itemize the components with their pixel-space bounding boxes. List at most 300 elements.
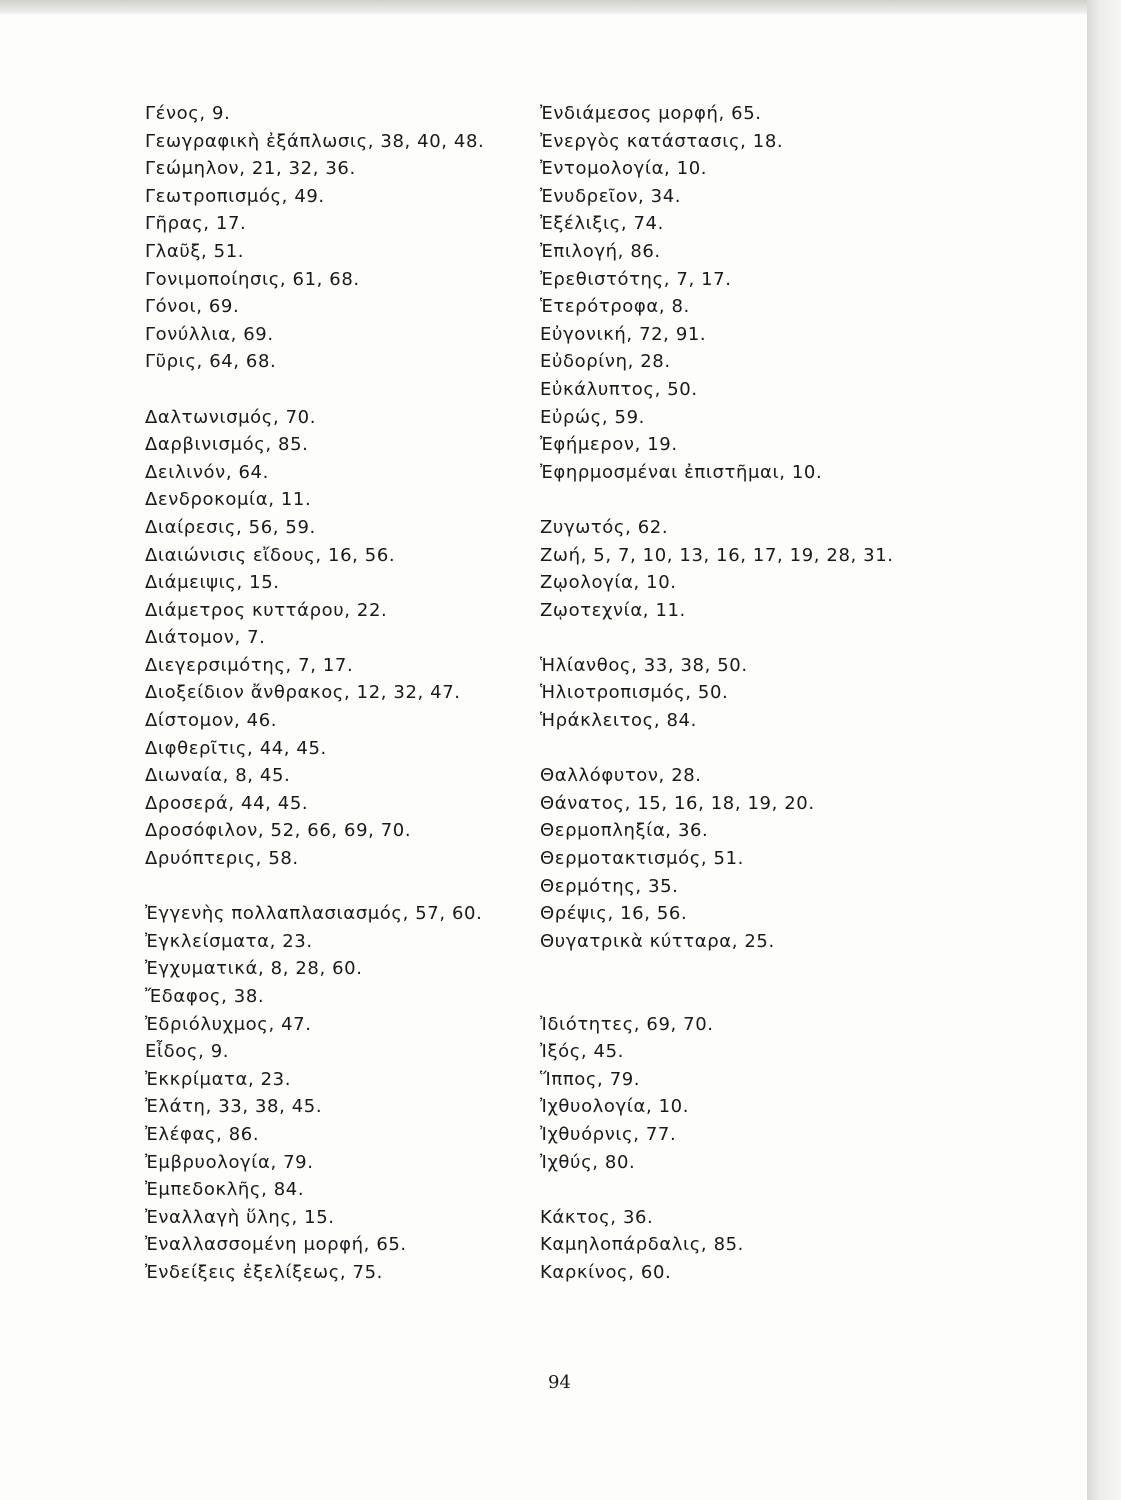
index-page-refs: 34. <box>650 185 682 207</box>
group-separator <box>540 1176 1000 1204</box>
index-term: Δενδροκομία <box>145 489 269 511</box>
index-page-refs: 77. <box>645 1123 677 1145</box>
index-entry <box>145 266 545 294</box>
index-entry <box>145 1204 545 1232</box>
index-term: Θαλλόφυτον <box>540 765 659 787</box>
index-term: Ἰχθυόρνις <box>540 1123 634 1145</box>
index-entry <box>145 183 545 211</box>
index-separator: , <box>625 516 638 538</box>
index-entry <box>145 100 545 128</box>
index-page-refs: 85. <box>713 1234 745 1256</box>
index-page-refs: 19. <box>647 434 678 456</box>
index-separator: , <box>272 406 286 428</box>
index-entry <box>145 1176 545 1204</box>
index-page-refs: 5, 7, 10, 13, 16, 17, 19, 28, 31. <box>593 544 894 566</box>
index-separator: , <box>279 268 293 290</box>
index-term: Διωναία <box>145 765 223 787</box>
index-entry <box>540 459 1000 487</box>
index-page-refs: 62. <box>637 516 669 538</box>
index-page-refs: 69, 70. <box>646 1013 714 1035</box>
index-separator: , <box>257 820 271 842</box>
index-term: Ἐγγενὴς πολλαπλασιασμός <box>145 903 403 925</box>
index-term: Ἐλέφας <box>145 1123 217 1145</box>
index-page-refs: 59. <box>614 406 645 428</box>
index-separator: , <box>344 599 357 621</box>
index-page-refs: 69. <box>243 323 274 345</box>
index-entry <box>540 845 1000 873</box>
index-entry <box>540 155 1000 183</box>
index-term: Δειλινόν <box>145 461 226 483</box>
index-term: Ἐξέλιξις <box>540 213 621 235</box>
index-page-refs: 47. <box>281 1013 312 1035</box>
index-entry <box>145 155 545 183</box>
index-term: Ἐνεργὸς κατάστασις <box>540 130 741 152</box>
index-separator: , <box>627 351 641 373</box>
index-entry <box>145 900 545 928</box>
index-entry <box>145 210 545 238</box>
index-separator: , <box>261 1179 274 1201</box>
index-entry <box>540 679 1000 707</box>
index-page-refs: 57, 60. <box>415 903 483 925</box>
index-separator: , <box>199 103 213 124</box>
index-term: Ἡράκλειτος <box>540 710 654 732</box>
index-page-refs: 58. <box>268 848 299 870</box>
index-separator: , <box>247 737 260 759</box>
index-entry <box>540 210 1000 238</box>
index-term: Δροσερά <box>145 792 229 814</box>
index-term: Ἰχθυολογία <box>540 1096 646 1118</box>
index-entry <box>540 293 1000 321</box>
index-separator: , <box>363 1234 377 1256</box>
index-separator: , <box>642 599 656 621</box>
index-entry <box>145 1011 545 1039</box>
index-separator: , <box>592 1151 605 1173</box>
index-separator: , <box>731 930 745 952</box>
index-entry <box>540 100 1000 128</box>
group-separator <box>145 873 545 901</box>
index-term: Ἐπιλογή <box>540 240 618 262</box>
index-entry <box>145 542 545 570</box>
index-separator: , <box>255 848 269 870</box>
index-page-refs: 15. <box>304 1206 335 1228</box>
index-page-refs: 16, 56. <box>328 544 396 566</box>
index-term: Γένος <box>145 103 200 124</box>
index-separator: , <box>663 268 677 290</box>
index-separator: , <box>230 323 244 345</box>
index-term: Ἐναλλασσομένη μορφή <box>145 1234 364 1256</box>
index-page-refs: 23. <box>282 930 313 952</box>
index-separator: , <box>633 1013 647 1035</box>
index-entry <box>540 542 1000 570</box>
index-entry <box>540 1149 1000 1177</box>
index-separator: , <box>268 1013 282 1035</box>
index-entry <box>145 569 545 597</box>
index-entry <box>145 955 545 983</box>
index-separator: , <box>638 185 651 207</box>
index-term: Κάκτος <box>540 1206 611 1228</box>
index-page-refs: 85. <box>278 434 309 456</box>
index-page-refs: 11. <box>280 489 312 511</box>
index-page-refs: 17. <box>215 213 247 235</box>
index-entry <box>145 514 545 542</box>
index-page-refs: 44, 45. <box>259 737 327 759</box>
index-term: Θρέψις <box>540 903 608 925</box>
index-separator: , <box>653 710 667 732</box>
index-term: Ἰδιότητες <box>540 1013 634 1035</box>
index-term: Ζυγωτός <box>540 516 626 538</box>
index-term: Ἐφηρμοσμέναι ἐπιστῆμαι <box>540 461 780 483</box>
group-separator <box>145 376 545 404</box>
index-separator: , <box>664 158 677 180</box>
index-separator: , <box>201 240 214 262</box>
index-page-refs: 10. <box>791 461 823 483</box>
index-page-refs: 69. <box>208 296 240 318</box>
index-term: Γεωγραφικὴ ἐξάπλωσις <box>145 130 368 152</box>
index-entry <box>540 1259 1000 1287</box>
index-separator: , <box>580 1041 594 1063</box>
index-page-refs: 16, 56. <box>620 903 688 925</box>
index-separator: , <box>700 1234 714 1256</box>
index-entry <box>540 1093 1000 1121</box>
index-entry <box>540 1038 1000 1066</box>
index-page-refs: 9. <box>212 103 231 124</box>
index-page-refs: 10. <box>676 158 708 180</box>
index-page-refs: 86. <box>228 1123 260 1145</box>
index-separator: , <box>645 1096 659 1118</box>
index-term: Ἑτερότροφα <box>540 296 659 318</box>
index-entry <box>540 514 1000 542</box>
index-term: Ἡλιοτροπισμός <box>540 682 686 704</box>
index-page-refs: 21, 32, 36. <box>251 158 356 180</box>
index-term: Διεγερσιμότης <box>145 654 286 676</box>
index-separator: , <box>740 130 753 152</box>
index-page-refs: 50. <box>697 682 729 704</box>
index-entry <box>145 321 545 349</box>
index-entry <box>540 128 1000 156</box>
index-term: Διάτομον <box>145 627 235 649</box>
index-term: Ἐνδείξεις ἐξελίξεως <box>145 1261 340 1283</box>
index-page-refs: 46. <box>246 710 278 732</box>
index-separator: , <box>222 765 236 787</box>
index-entry <box>145 238 545 266</box>
index-page-refs: 36. <box>622 1206 654 1228</box>
index-term: Εἶδος <box>145 1041 199 1063</box>
index-page-refs: 70. <box>285 406 317 428</box>
index-separator: , <box>281 185 295 207</box>
index-page-refs: 61, 68. <box>292 268 360 290</box>
index-entry <box>145 1231 545 1259</box>
index-page-refs: 86. <box>630 240 661 262</box>
index-term: Ἐγκλείσματα <box>145 930 270 952</box>
index-separator: , <box>270 1151 284 1173</box>
index-separator: , <box>633 1123 646 1145</box>
index-page-refs: 38. <box>233 986 265 1007</box>
index-term: Γεώμηλον <box>145 158 240 180</box>
index-term: Διάμετρος κυττάρου <box>145 599 345 621</box>
index-separator: , <box>597 1068 610 1090</box>
index-entry <box>540 928 1000 956</box>
index-page-refs: 74. <box>633 213 664 235</box>
index-page-refs: 8. <box>671 296 690 318</box>
index-separator: , <box>631 654 644 676</box>
index-separator: , <box>236 572 250 594</box>
index-page-refs: 84. <box>273 1179 305 1201</box>
index-term: Δαλτωνισμός <box>145 406 273 428</box>
index-entry <box>145 624 545 652</box>
index-term: Ἐλάτη <box>145 1096 206 1118</box>
index-entry <box>145 735 545 763</box>
index-term: Εὐγονική <box>540 323 627 345</box>
index-page-refs: 7. <box>247 627 266 649</box>
index-page-refs: 8, 28, 60. <box>270 958 363 980</box>
index-separator: , <box>617 240 631 262</box>
index-entry <box>145 597 545 625</box>
index-page-refs: 9. <box>210 1041 230 1063</box>
index-entry <box>145 431 545 459</box>
index-separator: , <box>635 875 649 897</box>
index-term: Δίστομον <box>145 710 234 732</box>
index-separator: , <box>233 710 247 732</box>
index-entry <box>540 1121 1000 1149</box>
index-entry <box>145 928 545 956</box>
index-term: Γεωτροπισμός <box>145 185 282 207</box>
index-page-refs: 15, 16, 18, 19, 20. <box>637 792 815 814</box>
index-separator: , <box>257 958 271 980</box>
index-term: Γλαῦξ <box>145 240 201 262</box>
index-entry <box>145 790 545 818</box>
index-page-refs: 22. <box>356 599 388 621</box>
index-entry <box>540 348 1000 376</box>
index-page-refs: 33, 38, 45. <box>218 1096 323 1118</box>
index-term: Διάμειψις <box>145 572 237 594</box>
index-page-refs: 84. <box>666 710 697 732</box>
index-separator: , <box>343 682 357 704</box>
index-term: Ἐρεθιστότης <box>540 268 664 290</box>
index-term: Δαρβινισμός <box>145 434 266 456</box>
index-term: Θυγατρικὰ κύτταρα <box>540 930 732 952</box>
index-separator: , <box>654 378 668 400</box>
index-entry <box>145 1259 545 1287</box>
index-separator: , <box>196 296 209 318</box>
index-term: Διαιώνισις εἴδους <box>145 544 316 566</box>
index-entry <box>145 1149 545 1177</box>
index-page-refs: 35. <box>648 875 679 897</box>
index-term: Ζῳολογία <box>540 572 634 594</box>
group-separator <box>540 735 1000 763</box>
index-separator: , <box>718 103 732 124</box>
index-term: Διαίρεσις <box>145 516 236 538</box>
index-entry <box>145 652 545 680</box>
index-entry <box>540 183 1000 211</box>
index-term: Ζῳοτεχνία <box>540 599 643 621</box>
index-separator: , <box>228 792 242 814</box>
index-page-refs: 25. <box>744 930 775 952</box>
index-entry <box>540 790 1000 818</box>
index-separator: , <box>196 351 210 373</box>
index-term: Γόνοι <box>145 296 197 318</box>
index-separator: , <box>239 158 252 180</box>
index-page-refs: 51. <box>713 848 744 870</box>
index-entry <box>540 1231 1000 1259</box>
index-entry <box>145 293 545 321</box>
index-page-refs: 10. <box>658 1096 690 1118</box>
index-separator: , <box>633 572 647 594</box>
index-entry <box>540 376 1000 404</box>
index-entry <box>145 983 545 1011</box>
group-separator <box>540 486 1000 514</box>
page-right-edge-shadow <box>1087 0 1121 1500</box>
index-entry <box>145 707 545 735</box>
index-page-refs: 18. <box>752 130 784 152</box>
index-page-refs: 79. <box>283 1151 314 1173</box>
index-term: Γῦρις <box>145 351 197 373</box>
index-term: Ἐμπεδοκλῆς <box>145 1179 262 1201</box>
index-page-refs: 28. <box>640 351 671 373</box>
index-entry <box>540 321 1000 349</box>
index-term: Ἐντομολογία <box>540 158 665 180</box>
index-term: Ἰξός <box>540 1041 581 1063</box>
index-entry <box>145 817 545 845</box>
index-term: Ἐδριόλυχμος <box>145 1013 269 1035</box>
index-separator: , <box>624 792 638 814</box>
index-entry <box>145 348 545 376</box>
index-separator: , <box>607 903 621 925</box>
index-separator: , <box>268 489 281 511</box>
index-separator: , <box>198 1041 211 1063</box>
index-page-refs: 12, 32, 47. <box>356 682 461 704</box>
index-entry <box>540 404 1000 432</box>
index-entry <box>145 1121 545 1149</box>
index-page-refs: 38, 40, 48. <box>380 130 485 152</box>
index-page-refs: 75. <box>352 1261 383 1283</box>
index-term: Διοξείδιον ἄνθρακος <box>145 682 344 704</box>
index-page-refs: 56, 59. <box>248 516 316 538</box>
index-term: Ἰχθύς <box>540 1151 593 1173</box>
index-separator: , <box>620 213 634 235</box>
index-term: Ἐγχυματικά <box>145 958 258 980</box>
index-term: Θερμότης <box>540 875 636 897</box>
index-separator: , <box>658 296 672 318</box>
index-separator: , <box>291 1206 305 1228</box>
index-term: Δρυόπτερις <box>145 848 256 870</box>
index-entry <box>145 459 545 487</box>
index-term: Ἐφήμερον <box>540 434 635 456</box>
index-page-refs: 11. <box>655 599 686 621</box>
index-separator: , <box>234 627 248 649</box>
index-page-refs: 64. <box>238 461 269 483</box>
index-separator: , <box>700 848 714 870</box>
index-term: Ζωή <box>540 544 581 566</box>
index-page-refs: 65. <box>731 103 762 124</box>
index-page-refs: 52, 66, 69, 70. <box>270 820 412 842</box>
page-top-edge-shadow <box>0 0 1121 14</box>
index-term: Ἔδαφος <box>145 986 222 1007</box>
group-separator <box>540 624 1000 652</box>
index-page-refs: 50. <box>667 378 698 400</box>
index-term: Δροσόφιλον <box>145 820 258 842</box>
index-term: Ἐμβρυολογία <box>145 1151 271 1173</box>
index-page-refs: 80. <box>604 1151 636 1173</box>
index-page-refs: 8, 45. <box>235 765 291 787</box>
index-page-refs: 64, 68. <box>209 351 277 373</box>
index-entry <box>145 762 545 790</box>
index-term: Γονύλλια <box>145 323 231 345</box>
index-separator: , <box>402 903 416 925</box>
group-separator <box>540 983 1000 1011</box>
index-entry <box>540 238 1000 266</box>
index-entry <box>145 404 545 432</box>
index-term: Ἐνυδρεῖον <box>540 185 638 207</box>
index-separator: , <box>265 434 279 456</box>
index-page-refs: 51. <box>213 240 245 262</box>
index-page-refs: 23. <box>260 1068 292 1090</box>
index-term: Θερμοπληξία <box>540 820 666 842</box>
index-page-refs: 49. <box>294 185 325 207</box>
index-page-refs: 33, 38, 50. <box>643 654 748 676</box>
index-entry <box>540 873 1000 901</box>
index-page-refs: 45. <box>593 1041 624 1063</box>
index-entry <box>540 707 1000 735</box>
index-entry <box>540 762 1000 790</box>
index-term: Ἐνδιάμεσος μορφή <box>540 103 719 124</box>
index-separator: , <box>203 213 216 235</box>
index-entry <box>540 1204 1000 1232</box>
index-entry <box>145 486 545 514</box>
index-page-refs: 60. <box>640 1261 672 1283</box>
index-page-refs: 7, 17. <box>298 654 354 676</box>
index-separator: , <box>205 1096 219 1118</box>
index-separator: , <box>339 1261 353 1283</box>
index-entry <box>540 900 1000 928</box>
index-entry <box>540 569 1000 597</box>
index-entry <box>145 845 545 873</box>
index-page-refs: 10. <box>646 572 677 594</box>
index-term: Καρκίνος <box>540 1261 629 1283</box>
index-separator: , <box>315 544 329 566</box>
index-term: Ἡλίανθος <box>540 654 632 676</box>
index-separator: , <box>367 130 381 152</box>
index-separator: , <box>626 323 640 345</box>
index-entry <box>145 1038 545 1066</box>
index-separator: , <box>269 930 283 952</box>
index-term: Ἐναλλαγὴ ὕλης <box>145 1206 292 1228</box>
index-separator: , <box>628 1261 641 1283</box>
index-term: Ἵππος <box>540 1068 598 1090</box>
index-page-refs: 28. <box>671 765 702 787</box>
index-entry <box>540 597 1000 625</box>
index-entry <box>540 1011 1000 1039</box>
index-separator: , <box>601 406 615 428</box>
index-term: Εὐρώς <box>540 406 602 428</box>
index-page-refs: 15. <box>249 572 280 594</box>
index-separator: , <box>221 986 234 1007</box>
index-page-refs: 72, 91. <box>639 323 707 345</box>
page-number: 94 <box>548 1372 571 1393</box>
index-separator: , <box>225 461 239 483</box>
index-separator: , <box>610 1206 623 1228</box>
index-term: Γονιμοποίησις <box>145 268 280 290</box>
index-entry <box>540 817 1000 845</box>
index-separator: , <box>247 1068 261 1090</box>
index-entry <box>145 128 545 156</box>
index-term: Θερμοτακτισμός <box>540 848 701 870</box>
index-term: Διφθερῖτις <box>145 737 248 759</box>
index-page-refs: 7, 17. <box>676 268 732 290</box>
index-term: Θάνατος <box>540 792 625 814</box>
index-separator: , <box>665 820 678 842</box>
index-entry <box>540 652 1000 680</box>
index-separator: , <box>285 654 299 676</box>
